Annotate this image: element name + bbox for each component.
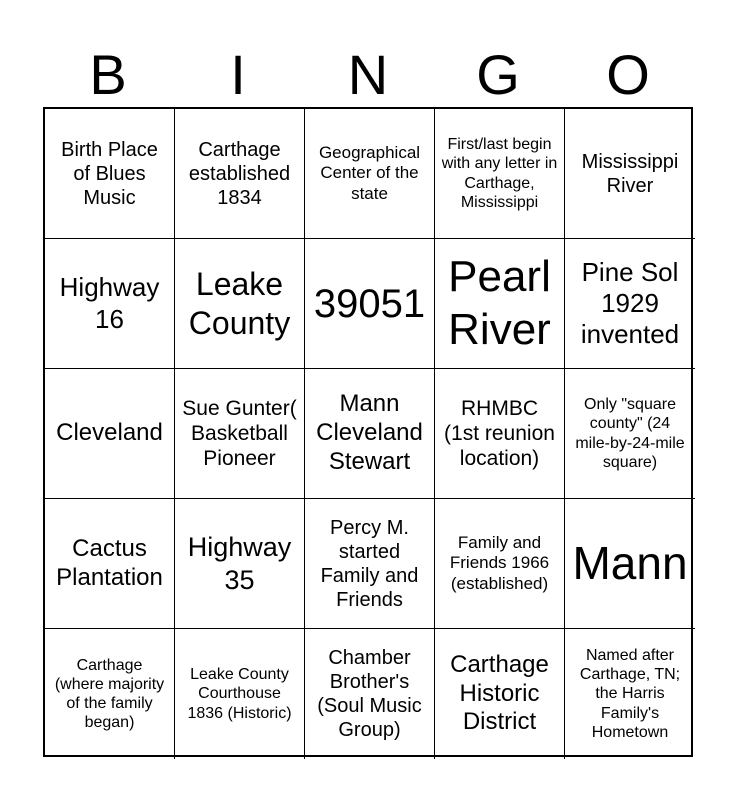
bingo-cell[interactable]: Carthage (where majority of the family began) <box>45 629 175 759</box>
bingo-cell[interactable]: Pine Sol 1929 invented <box>565 239 695 369</box>
bingo-header <box>43 42 693 108</box>
header-letter-o: O <box>606 43 650 106</box>
bingo-cell[interactable]: Mississippi River <box>565 109 695 239</box>
header-letter-i: I <box>230 43 246 106</box>
bingo-cell[interactable]: Pearl River <box>435 239 565 369</box>
bingo-cell[interactable]: Family and Friends 1966 (established) <box>435 499 565 629</box>
bingo-cell[interactable]: Percy M. started Family and Friends <box>305 499 435 629</box>
bingo-cell[interactable]: 39051 <box>305 239 435 369</box>
bingo-cell[interactable]: Chamber Brother's (Soul Music Group) <box>305 629 435 759</box>
bingo-cell[interactable]: Leake County <box>175 239 305 369</box>
bingo-cell[interactable]: RHMBC (1st reunion location) <box>435 369 565 499</box>
bingo-cell[interactable]: Geographical Center of the state <box>305 109 435 239</box>
header-letter-g: G <box>476 43 520 106</box>
bingo-cell[interactable]: Leake County Courthouse 1836 (Historic) <box>175 629 305 759</box>
bingo-cell[interactable]: Birth Place of Blues Music <box>45 109 175 239</box>
bingo-cell[interactable]: Highway 16 <box>45 239 175 369</box>
bingo-cell[interactable]: Named after Carthage, TN; the Harris Family's Hometown <box>579 647 681 741</box>
bingo-cell[interactable]: Cleveland <box>45 369 175 499</box>
bingo-cell[interactable]: First/last begin with any letter in Carthage, Mississippi <box>435 109 565 239</box>
bingo-cell[interactable]: Mann Cleveland Stewart <box>305 369 435 499</box>
header-letter-n: N <box>347 43 389 106</box>
bingo-cell[interactable]: Cactus Plantation <box>45 499 175 629</box>
header-letter-b: B <box>89 43 127 106</box>
bingo-card <box>43 107 693 757</box>
bingo-cell[interactable]: Carthage established 1834 <box>175 109 305 239</box>
bingo-cell[interactable]: Highway 35 <box>175 499 305 629</box>
bingo-cell[interactable]: Sue Gunter( Basketball Pioneer <box>175 369 305 499</box>
bingo-cell[interactable]: Carthage Historic District <box>435 629 565 759</box>
bingo-cell[interactable]: Only "square county" (24 mile-by-24-mile square) <box>565 369 695 499</box>
bingo-cell[interactable]: Mann <box>565 499 695 629</box>
